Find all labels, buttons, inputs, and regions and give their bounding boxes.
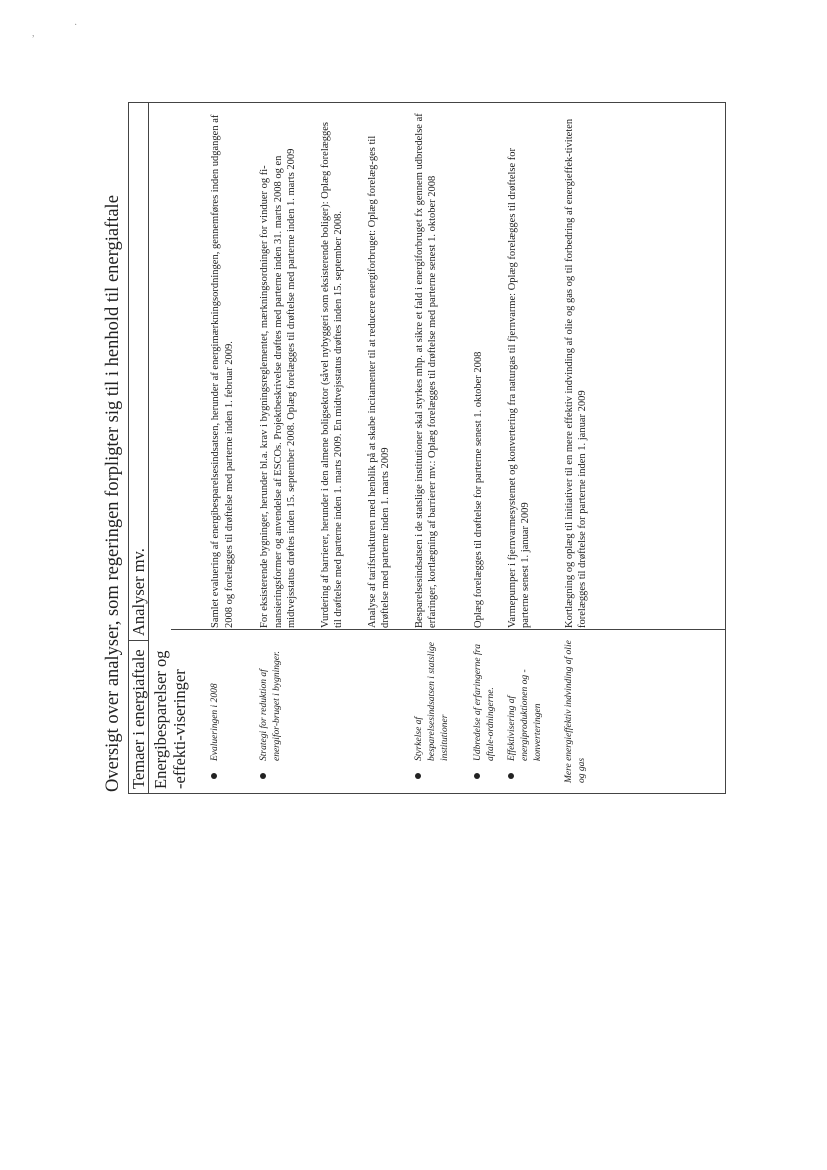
topic-text: Styrkelse af besparelsesindsatsen i statslige institutioner bbox=[413, 642, 450, 761]
bullet-icon bbox=[260, 773, 266, 779]
topic-cell bbox=[319, 636, 346, 789]
table-row bbox=[563, 107, 590, 789]
topic-text: Udbredelse af erfaringerne fra aftale-ordningerne. bbox=[472, 643, 496, 761]
table-row bbox=[506, 107, 545, 789]
scan-mark: , bbox=[32, 28, 35, 39]
topic-cell bbox=[506, 636, 545, 789]
table-body-row bbox=[149, 103, 726, 794]
table-row bbox=[319, 107, 346, 789]
topic-cell bbox=[413, 636, 452, 789]
table-row bbox=[413, 107, 452, 789]
scan-mark: · bbox=[74, 20, 78, 31]
table-row bbox=[258, 107, 299, 789]
topic-text: Evalueringen i 2008 bbox=[210, 683, 220, 761]
topic-text: Strategi for reduktion af energifor-bruget i bygninger. bbox=[259, 650, 282, 761]
table-row bbox=[209, 107, 236, 789]
document-title: Oversigt over analyser, som regeringen forpligter sig til i henhold til energiaftale bbox=[103, 195, 123, 792]
topic-cell bbox=[258, 636, 299, 789]
table-row bbox=[472, 107, 498, 789]
analysis-text: Varmepumper i fjernvarmesystemet og konvertering fra naturgas til fjernvarme: Oplæg forelægges til drøftelse for parterne senest 1. januar 2009 bbox=[506, 147, 531, 628]
topic-cell bbox=[366, 636, 393, 789]
table-row bbox=[366, 107, 393, 789]
analysis-text: Samlet evaluering af energibesparelsesindsatsen, herunder af energimærkningsordningen, gennemføres inden udgangen af 2008 og forelægges til drøftelse med parterne inden 1. februar 2009. bbox=[210, 114, 235, 628]
topic-text: Mere energieffektiv indvinding af olie og gas bbox=[563, 640, 587, 783]
section-heading: Energibesparelser og -effekti-viseringer bbox=[151, 650, 189, 789]
analysis-text: Oplæg forelægges til drøftelse for parterne senest 1. oktober 2008 bbox=[472, 351, 484, 628]
column-header-topics: Temaer i energiaftale bbox=[129, 641, 149, 794]
column-divider bbox=[171, 629, 725, 630]
analyses-table bbox=[128, 102, 726, 794]
analysis-text: For eksisterende bygninger, herunder bl.a. krav i bygningsreglementet, mærkningsordninger for vinduer og fi-nansieringsformer og anvendelse af ESCOs. Projektbeskrivelse drøftes med parterne inden 31. marts 2008 og en midtvejsstatus drøftes inden 15. september 2008. Oplæg forelægges til drøftelse med parterne inden 1. marts 2009 bbox=[259, 148, 297, 628]
bullet-icon bbox=[474, 773, 480, 779]
bullet-icon bbox=[415, 773, 421, 779]
analysis-text: Analyse af tarifstrukturen med henblik på at skabe incitamenter til at reducere energiforbruget: Oplæg forelæg-ges til drøftelse med parterne inden 1. marts 2009 bbox=[366, 135, 391, 628]
analysis-text: Kortlægning og oplæg til initiativer til en mere effektiv indvinding af olie og gas og til forbedring af energieffek-tiviteten forelægges til drøftelse for parterne inden 1. januar 2009 bbox=[563, 118, 588, 628]
topic-cell bbox=[472, 636, 498, 789]
topic-cell bbox=[209, 636, 236, 789]
analysis-text: Besparelsesindsatsen i de statslige institutioner skal styrkes mhp. at sikre et fald i energiforbruget fx gennem udbredelse af erfaringer, kortlægning af barrierer mv.: Oplæg forelægges til drøftelse med parterne senest 1. oktober 2008 bbox=[413, 113, 438, 628]
rotated-document-page bbox=[100, 100, 720, 800]
bullet-icon bbox=[508, 773, 514, 779]
analysis-text: Vurdering af barrierer, herunder i den almene boligsektor (såvel nybyggeri som eksisterende boliger): Oplæg forelægges til drøftelse med parterne inden 1. marts 2009. En midtvejsstatus drøftes inden 15. september 2008. bbox=[319, 122, 344, 628]
topic-cell bbox=[563, 636, 590, 789]
topic-text: Effektivisering af energiproduktionen og -konverteringen bbox=[506, 669, 543, 761]
table-header-row bbox=[129, 103, 149, 794]
column-header-analyses: Analyser mv. bbox=[129, 103, 149, 641]
bullet-icon bbox=[211, 773, 217, 779]
